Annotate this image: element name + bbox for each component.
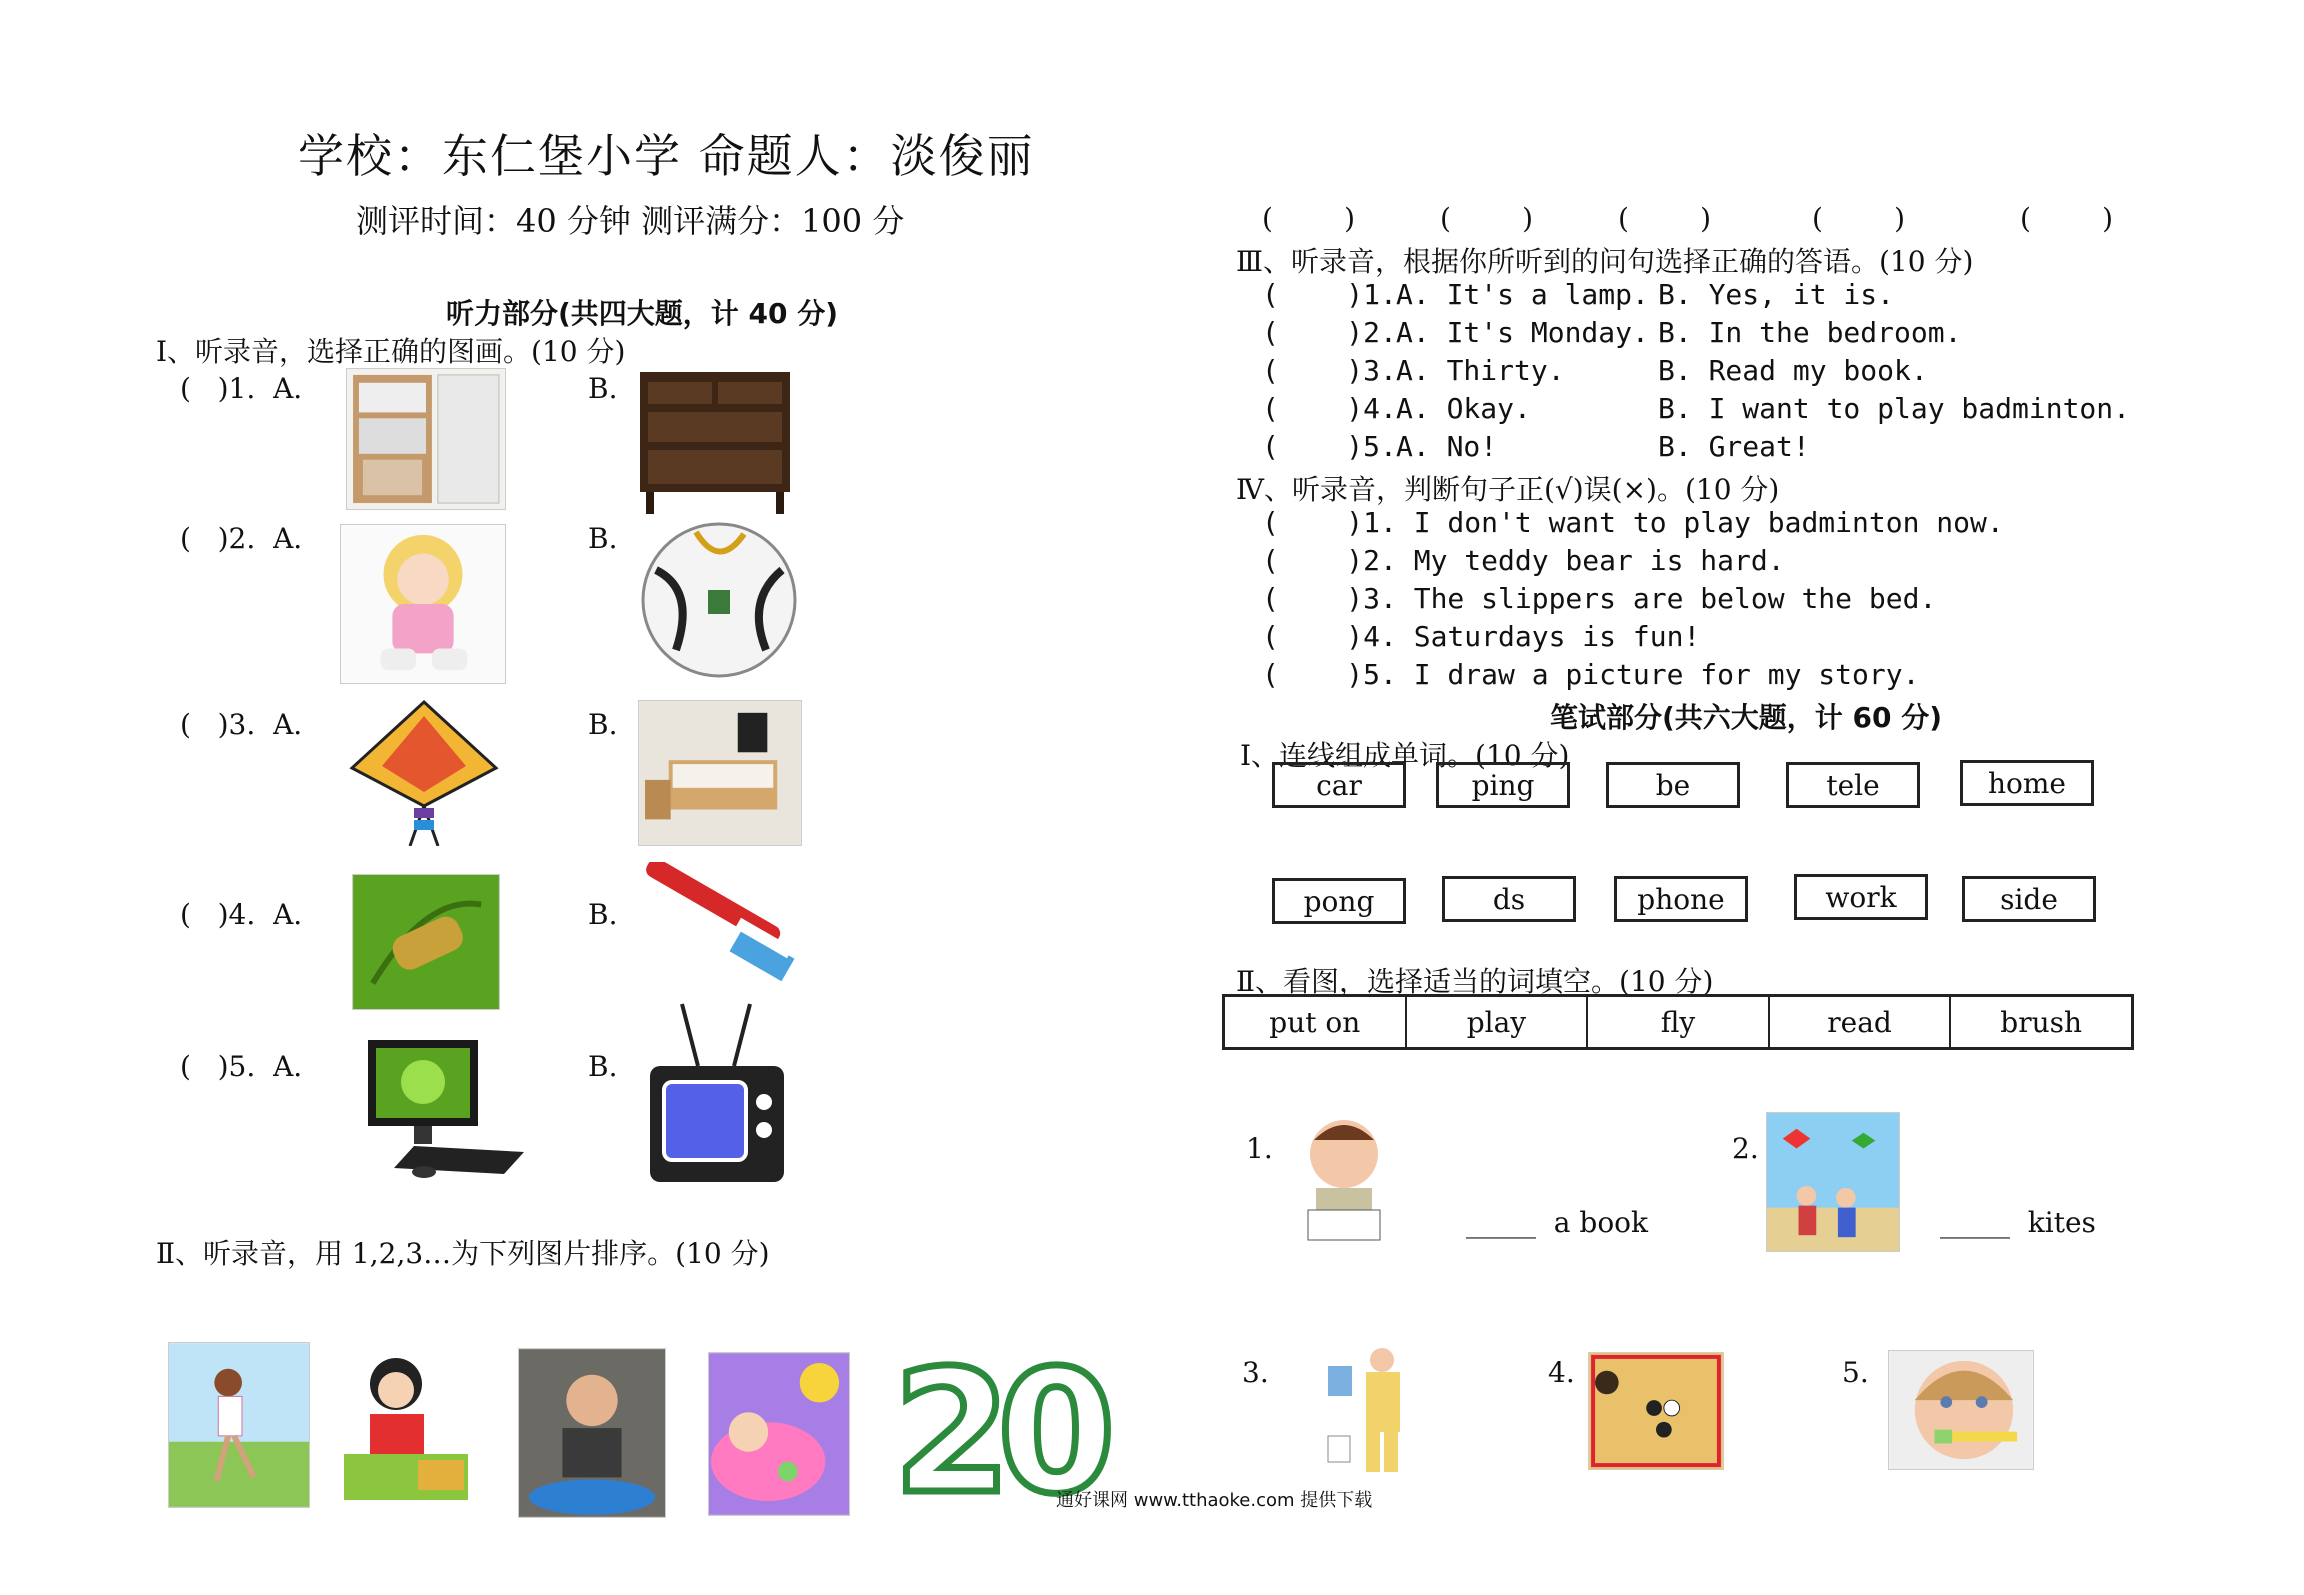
word-box-tele[interactable]: tele (1786, 762, 1920, 808)
listening-part4-title: Ⅳ、听录音，判断句子正(√)误(×)。(10 分) (1236, 473, 1780, 506)
q3-4-b: B. I want to play badminton. (1658, 392, 2131, 425)
kite-drawing (346, 696, 502, 846)
girl-drawing-pic (334, 1344, 476, 1508)
dresser-photo (636, 362, 794, 518)
q3-5-b: B. Great! (1658, 430, 1810, 463)
q4-label: ( )4. A. (180, 898, 303, 931)
q3-5-a: A. No! (1396, 430, 1498, 463)
q4-4: ( )4. Saturdays is fun! (1262, 620, 1701, 653)
word-box-home[interactable]: home (1960, 760, 2094, 806)
bracket-5: ( ) (2020, 202, 2114, 235)
q3-3-b: B. Read my book. (1658, 354, 1928, 387)
fill-q3-num: 3. (1242, 1356, 1269, 1389)
doll-photo (340, 524, 506, 684)
writing-part2-title: Ⅱ、看图，选择适当的词填空。(10 分) (1236, 965, 1714, 998)
girl-walking-pic (168, 1342, 310, 1508)
q3-2-b: B. In the bedroom. (1658, 316, 1962, 349)
q3-2-num: ( )2. (1262, 316, 1397, 349)
q2-label: ( )2. A. (180, 522, 303, 555)
fill-q4-num: 4. (1548, 1356, 1575, 1389)
q4-3: ( )3. The slippers are below the bed. (1262, 582, 1937, 615)
bracket-3: ( ) (1618, 202, 1712, 235)
q3-4-a: A. Okay. (1396, 392, 1531, 425)
q4-1: ( )1. I don't want to play badminton now. (1262, 506, 2004, 539)
board-game-pic (1588, 1352, 1724, 1470)
flying-kites-pic (1766, 1112, 1900, 1252)
word-box-ping[interactable]: ping (1436, 762, 1570, 808)
writing-part1-title: Ⅰ、连线组成单词。(10 分) (1240, 739, 1570, 772)
listening-part1-title: Ⅰ、听录音，选择正确的图画。(10 分) (156, 335, 626, 368)
q5-label: ( )5. A. (180, 1050, 303, 1083)
word-box-ds[interactable]: ds (1442, 876, 1576, 922)
q3-3-a: A. Thirty. (1396, 354, 1565, 387)
girl-brushing-teeth-pic (1888, 1350, 2034, 1470)
q3-1-a: A. It's a lamp. (1396, 278, 1649, 311)
q3-4-num: ( )4. (1262, 392, 1397, 425)
word-box-phone[interactable]: phone (1614, 876, 1748, 922)
bracket-2: ( ) (1440, 202, 1534, 235)
fill-q2-blank[interactable]: _____ kites (1940, 1206, 2096, 1239)
q3-3-num: ( )3. (1262, 354, 1397, 387)
toothbrush-photo (634, 862, 810, 1010)
watermark-text: 通好课网 www.tthaoke.com 提供下载 (1056, 1490, 1373, 1511)
q4-b-label: B. (588, 898, 618, 931)
q3-b-label: B. (588, 708, 618, 741)
computer-photo (354, 1034, 530, 1182)
q2-b-label: B. (588, 522, 618, 555)
listening-part3-title: Ⅲ、听录音，根据你所听到的问句选择正确的答语。(10 分) (1236, 245, 1974, 278)
television-drawing (646, 1002, 788, 1186)
word-box-car[interactable]: car (1272, 762, 1406, 808)
q3-1-num: ( )1. (1262, 278, 1397, 311)
exam-time-score-line: 测评时间：40 分钟 测评满分：100 分 (356, 202, 905, 240)
word-box-work[interactable]: work (1794, 874, 1928, 920)
pajamas-pic (1322, 1346, 1404, 1476)
word-box-be[interactable]: be (1606, 762, 1740, 808)
boy-reading-pic (1274, 1110, 1414, 1260)
word-bank-read: read (1770, 997, 1952, 1047)
writing-section-title: 笔试部分(共六大题，计 60 分) (1550, 701, 1943, 734)
listening-part2-title: Ⅱ、听录音，用 1,2,3…为下列图片排序。(10 分) (156, 1237, 770, 1270)
comb-photo (352, 874, 500, 1010)
big-number-decoration: 20 (893, 1334, 1102, 1532)
q1-b-label: B. (588, 372, 618, 405)
fill-q1-num: 1. (1246, 1132, 1273, 1165)
word-bank-put-on: put on (1225, 997, 1407, 1047)
word-box-side[interactable]: side (1962, 876, 2096, 922)
word-bank-fly: fly (1588, 997, 1770, 1047)
word-bank-play: play (1407, 997, 1589, 1047)
q4-5: ( )5. I draw a picture for my story. (1262, 658, 1920, 691)
football-photo (636, 520, 802, 680)
fill-q1-blank[interactable]: _____ a book (1466, 1206, 1648, 1239)
q3-label: ( )3. A. (180, 708, 303, 741)
listening-section-title: 听力部分(共四大题，计 40 分) (446, 297, 839, 330)
wardrobe-photo (346, 368, 506, 510)
bracket-4: ( ) (1812, 202, 1906, 235)
bracket-1: ( ) (1262, 202, 1356, 235)
fill-q5-num: 5. (1842, 1356, 1869, 1389)
word-bank-table (1222, 994, 2134, 1050)
q3-2-a: A. It's Monday. (1396, 316, 1649, 349)
child-washing-pic (518, 1348, 666, 1518)
word-bank-brush: brush (2000, 1005, 2083, 1039)
school-author-line: 学校：东仁堡小学 命题人：淡俊丽 (298, 129, 1035, 183)
q1-label: ( )1. A. (180, 372, 303, 405)
q3-5-num: ( )5. (1262, 430, 1397, 463)
q5-b-label: B. (588, 1050, 618, 1083)
q4-2: ( )2. My teddy bear is hard. (1262, 544, 1785, 577)
fill-q2-num: 2. (1732, 1132, 1759, 1165)
word-box-pong[interactable]: pong (1272, 878, 1406, 924)
q3-1-b: B. Yes, it is. (1658, 278, 1895, 311)
bed-photo (638, 700, 802, 846)
sleeping-pic (708, 1352, 850, 1516)
